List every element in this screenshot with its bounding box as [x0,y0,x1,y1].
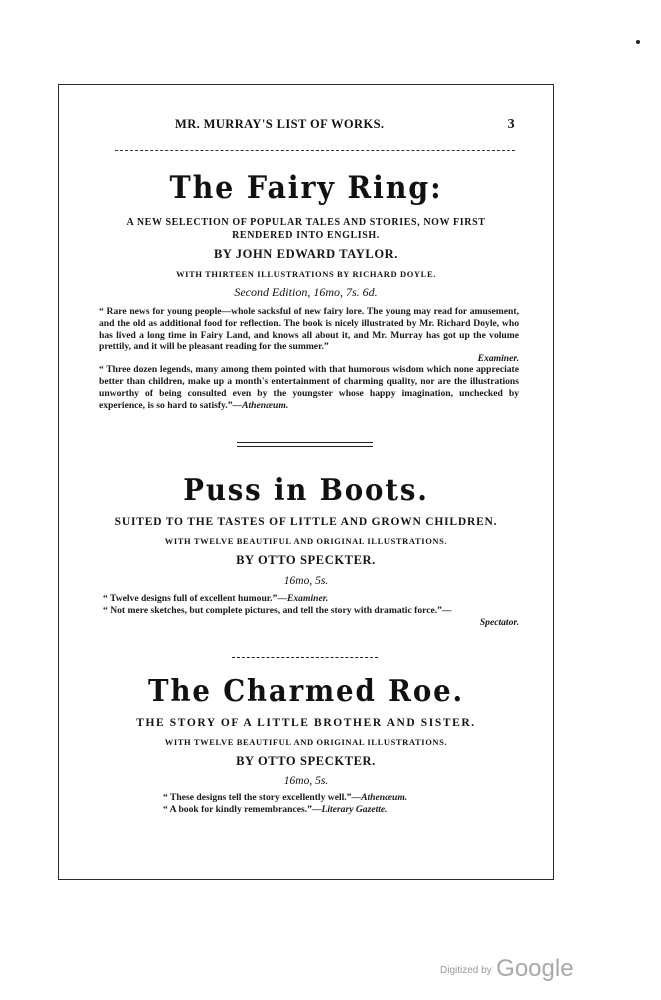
book-title: The Fairy Ring: [169,170,443,206]
review-quotes [99,306,519,411]
quote-text: “ These designs tell the story excellently well.”— [163,792,362,803]
book-edition: 16mo, 5s. [283,575,329,587]
review-quote [103,605,519,617]
quote-source: Athenæum. [361,792,408,803]
watermark-prefix: Digitized by [440,965,492,976]
book-title: Puss in Boots. [183,473,429,508]
review-quote [99,364,519,411]
quote-source: Examiner. [286,593,329,604]
quote-text: “ Not mere sketches, but complete pictures, and tell the story with dramatic force.”— [103,604,452,616]
review-quotes [103,593,519,628]
book-subtitle [75,216,537,242]
google-logo: Google [496,955,574,982]
review-quote [99,306,519,353]
book-entry-charmed-roe [75,675,537,816]
book-author: BY OTTO SPECKTER. [236,553,376,567]
book-edition: 16mo, 5s. [283,775,329,787]
quote-source: Athenæum. [242,399,289,411]
stray-ink-mark [636,40,640,44]
review-quote [163,792,537,804]
book-illustrations: WITH TWELVE BEAUTIFUL AND ORIGINAL ILLUSTRATIONS. [164,536,448,546]
book-illustrations: WITH TWELVE BEAUTIFUL AND ORIGINAL ILLUSTRATIONS. [164,737,448,747]
review-quote [103,593,519,605]
page-number: 3 [507,117,515,132]
book-subtitle: SUITED TO THE TASTES OF LITTLE AND GROWN CHILDREN. [114,516,498,528]
subtitle-line: RENDERED INTO ENGLISH. [232,230,380,241]
quote-text: “ Rare news for young people—whole sacksful of new fairy lore. The young may read for amusement, and the old as additional food for reflection. The book is nicely illustrated by Mr. Richard Doyle, who has lived a long time in Fairy Land, and knows all about it, and Mr. Murray has got up the volume prettily, and it will be pleasant reading for the summer.” [99,306,519,353]
quote-text: “ Three dozen legends, many among them pointed with that humorous wisdom which none appreciate better than children, make up a month's entertainment of charming quality, nor are the illustrations unworthy of being consulted even by the youngster whose happy imagination, unchecked by experience, is so hard to satisfy.”— [99,364,519,411]
book-illustrations: WITH THIRTEEN ILLUSTRATIONS BY RICHARD DOYLE. [176,269,436,279]
quote-source: Literary Gazette. [321,803,388,815]
book-subtitle: THE STORY OF A LITTLE BROTHER AND SISTER. [136,717,476,729]
book-author: BY JOHN EDWARD TAYLOR. [213,247,399,261]
book-entry-fairy-ring [75,170,537,411]
quote-source: Examiner. [477,353,519,365]
review-quotes [163,792,537,816]
book-title: The Charmed Roe. [148,674,464,709]
header-rule [115,150,515,151]
review-quote [163,804,537,816]
quote-text: “ A book for kindly remembrances.”— [163,803,322,815]
quote-text: “ Twelve designs full of excellent humour.”— [103,593,287,604]
section-divider [232,657,378,658]
running-head-title: MR. MURRAY'S LIST OF WORKS. [175,117,385,131]
book-entry-puss-in-boots [75,474,537,628]
book-author: BY OTTO SPECKTER. [236,754,376,768]
book-edition: Second Edition, 16mo, 7s. 6d. [234,285,378,299]
digitized-by-watermark [440,955,574,983]
quote-source: Spectator. [479,616,519,628]
subtitle-line: A NEW SELECTION OF POPULAR TALES AND STORIES, NOW FIRST [126,217,486,228]
section-divider [237,442,373,447]
